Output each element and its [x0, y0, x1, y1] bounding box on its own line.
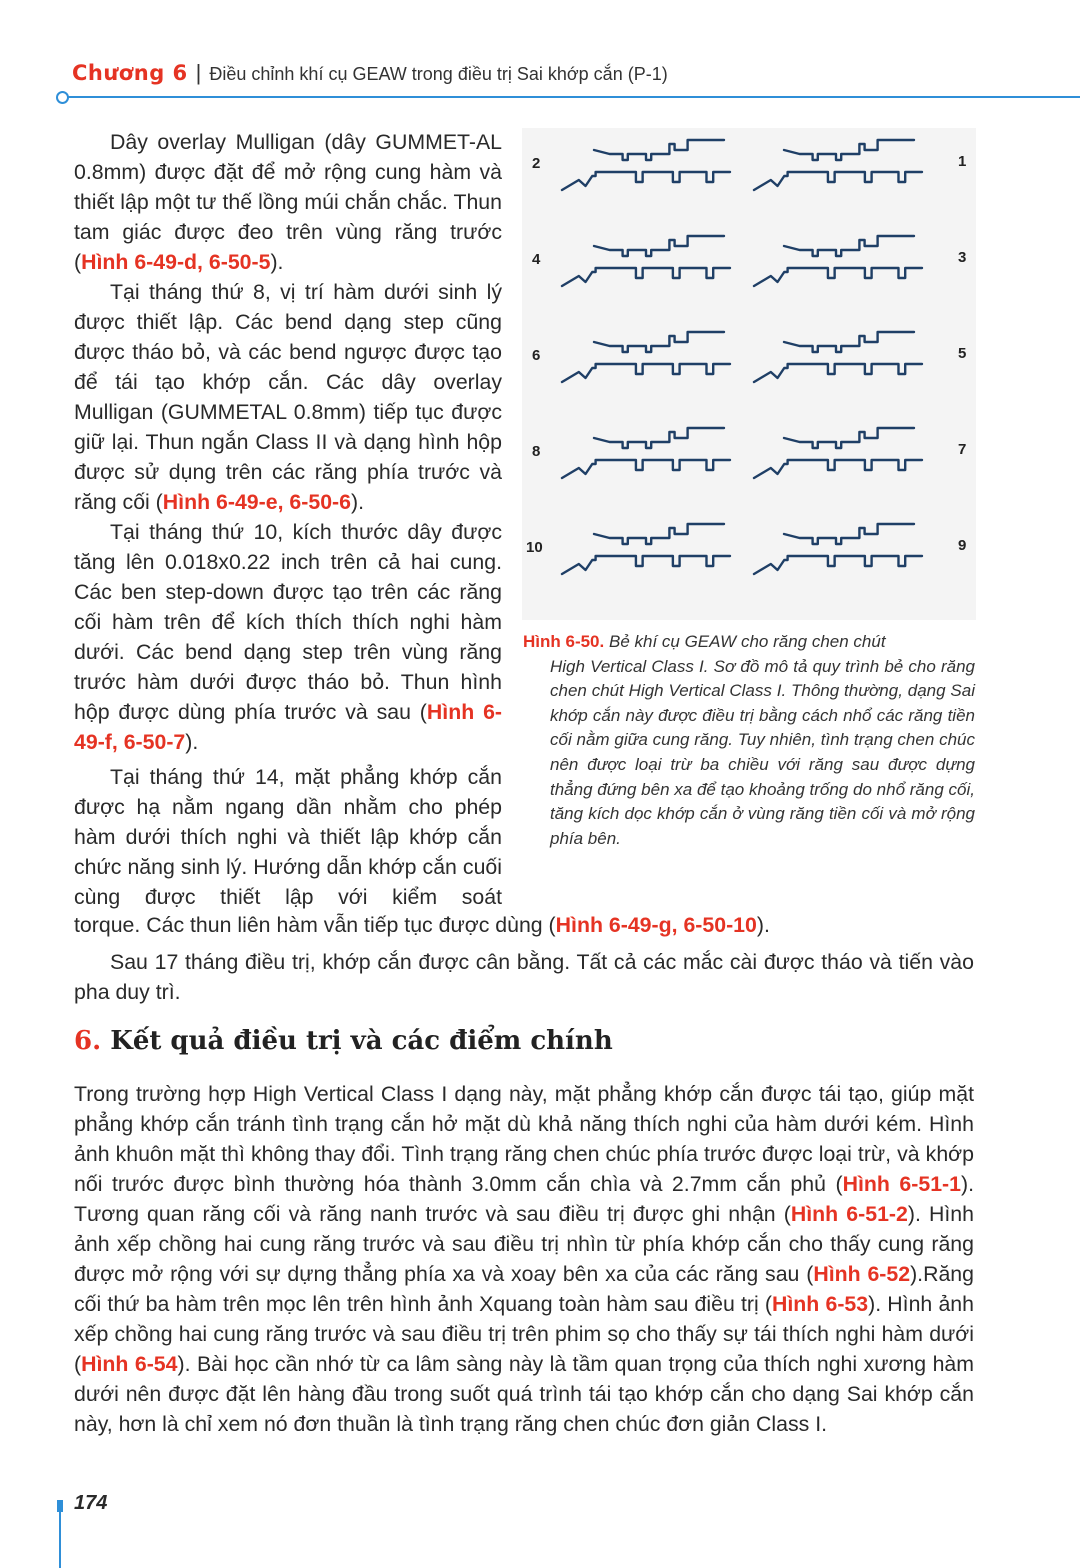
wire-upper-left	[594, 428, 724, 448]
section-title: Kết quả điều trị và các điểm chính	[110, 1026, 613, 1056]
wire-lower-left	[562, 556, 730, 574]
wire-lower-right	[754, 268, 922, 286]
wire-diagram	[522, 128, 976, 620]
wire-lower-left	[562, 364, 730, 382]
paragraph-5: Sau 17 tháng điều trị, khớp cắn được cân bằng. Tất cả các mắc cài được tháo và tiến vào pha duy trì.	[74, 950, 974, 1004]
figure-step-label: 4	[532, 251, 541, 268]
figure-step-label: 6	[532, 347, 541, 364]
figure-step-label: 7	[958, 441, 967, 458]
running-header	[72, 60, 668, 96]
paragraph-1: Dây overlay Mulligan (dây GUMMET-AL 0.8mm) được đặt để mở rộng cung hàm và thiết lập một tư thế lồng múi chắn chắc. Thun tam giác được đeo trên vùng răng trước (Hình 6-49-d, 6-50-5).	[74, 130, 502, 274]
wire-lower-right	[754, 460, 922, 478]
body-text: Trong trường hợp High Vertical Class I dạng này, mặt phẳng khớp cắn được tái tạo, giúp mặt phẳng khớp cắn tránh tình trạng cắn hở mặt dù khả năng thích nghi của hàm dưới kém. Hình ảnh khuôn mặt thì không thay đổi. Tình trạng răng chen chúc phía trước được loại trừ, và khớp nối trước được bình thường hóa thành 3.0mm cắn chìa và 2.7mm cắn phủ (	[74, 1082, 974, 1196]
figure-ref-link[interactable]: Hình 6-49-g, 6-50-10	[555, 913, 757, 937]
wire-lower-left	[562, 268, 730, 286]
figure-step-label: 1	[958, 153, 967, 170]
figure-ref-link[interactable]: Hình 6-51-1	[842, 1172, 961, 1196]
body-text: ). Tương quan răng cối và răng nanh trước và sau điều trị được ghi nhận (	[74, 1172, 974, 1226]
header-rule	[64, 96, 1080, 98]
figure-ref-link[interactable]: Hình 6-53	[771, 1292, 869, 1316]
figure-ref-link[interactable]: Hình 6-51-2	[790, 1202, 908, 1226]
wire-upper-left	[594, 140, 724, 160]
figure-step-label: 3	[958, 249, 967, 266]
footer-rule-mark	[57, 1500, 63, 1512]
wire-lower-right	[754, 364, 922, 382]
wire-upper-right	[784, 428, 914, 448]
wire-lower-right	[754, 556, 922, 574]
body-text: ).Răng cối thứ ba hàm trên mọc lên trên hình ảnh Xquang toàn hàm sau điều trị (	[74, 1262, 974, 1316]
section-number: 6.	[74, 1026, 102, 1056]
section-heading	[74, 1026, 613, 1056]
header-separator: |	[195, 60, 202, 85]
figure-ref-link[interactable]: Hình 6-52	[813, 1262, 911, 1286]
wire-upper-right	[784, 140, 914, 160]
caption-figure-ref: Hình 6-50.	[523, 632, 605, 651]
figure-ref-link[interactable]: Hình 6-49-d, 6-50-5	[81, 250, 271, 274]
section-body	[74, 1079, 974, 1439]
figure-step-label: 8	[532, 443, 541, 460]
header-rule-dot	[56, 91, 69, 104]
wire-upper-right	[784, 332, 914, 352]
body-text: ). Hình ảnh xếp chồng hai cung răng trước và sau điều trị trên phim sọ cho thấy sự tái thích nghi hàm dưới (	[74, 1292, 974, 1376]
figure-step-label: 2	[532, 155, 541, 172]
wire-lower-left	[562, 460, 730, 478]
wire-upper-left	[594, 524, 724, 544]
figure-step-label: 9	[958, 537, 967, 554]
wire-lower-right	[754, 172, 922, 190]
figure-ref-link[interactable]: Hình 6-49-f, 6-50-7	[74, 700, 503, 754]
figure-caption: Hình 6-50. Bẻ khí cụ GEAW cho răng chen chút High Vertical Class I. Sơ đồ mô tả quy trình bẻ cho răng chen chút High Vertical Class I. Thông thường, dạng Sai khớp cắn này được điều trị bằng cách nhổ các răng tiền cối nằm giữa cung răng. Tuy nhiên, tình trạng chen chúc nên được loại trừ ba chiều với răng sau được dựng thẳng đứng bên xa để tạo khoảng trống do nhổ răng cối, tăng kích dọc khớp cắn ở vùng răng tiền cối và mở rộng phía bên.	[523, 632, 975, 848]
wire-upper-right	[784, 524, 914, 544]
paragraph-4-continued: torque. Các thun liên hàm vẫn tiếp tục được dùng (Hình 6-49-g, 6-50-10).	[74, 913, 770, 937]
paragraph-2: Tại tháng thứ 8, vị trí hàm dưới sinh lý được thiết lập. Các bend dạng step cũng được tháo bỏ, và các bend ngược được tạo để tái tạo khớp cắn. Các dây overlay Mulligan (GUMMETAL 0.8mm) tiếp tục được giữ lại. Thun ngắn Class II và dạng hình hộp được sử dụng trên các răng phía trước và răng cối (Hình 6-49-e, 6-50-6).	[74, 280, 502, 514]
figure-ref-link[interactable]: Hình 6-54	[81, 1352, 178, 1376]
chapter-label: Chương 6	[72, 61, 188, 85]
wire-lower-left	[562, 172, 730, 190]
chapter-title: Điều chỉnh khí cụ GEAW trong điều trị Sai khớp cắn (P-1)	[209, 64, 668, 84]
figure-step-label: 5	[958, 345, 967, 362]
paragraph-4: Tại tháng thứ 14, mặt phẳng khớp cắn được hạ nằm ngang dần nhằm cho phép hàm dưới thích nghi và thiết lập khớp cắn chức năng sinh lý. Hướng dẫn khớp cắn cuối cùng được thiết lập với kiểm soát	[74, 765, 502, 909]
wire-upper-left	[594, 332, 724, 352]
page-number: 174	[74, 1492, 108, 1514]
paragraph-3: Tại tháng thứ 10, kích thước dây được tăng lên 0.018x0.22 inch trên cả hai cung. Các ben step-down được tạo trên các răng cối hàm trên để kích thích thích nghi hàm dưới. Các bend dạng step trên vùng răng trước hàm dưới được tháo bỏ. Thun hình hộp được dùng phía trước và sau (Hình 6-49-f, 6-50-7).	[74, 520, 503, 754]
figure-step-label: 10	[526, 539, 543, 556]
wire-bending-figure	[522, 128, 976, 620]
figure-ref-link[interactable]: Hình 6-49-e, 6-50-6	[162, 490, 351, 514]
body-text: ). Hình ảnh xếp chồng hai cung răng trước và sau điều trị nhìn từ phía khớp cắn cho thấy cung răng được mở rộng với sự dựng thẳng phía xa và xoay bên xa của các răng sau (	[74, 1202, 974, 1286]
wire-upper-left	[594, 236, 724, 256]
wire-upper-right	[784, 236, 914, 256]
body-text: ). Bài học cần nhớ từ ca lâm sàng này là tầm quan trọng của thích nghi xương hàm dưới nên được đặt lên hàng đầu trong suốt quá trình tái tạo khớp cắn cho dạng Sai khớp cắn này, hơn là chỉ xem nó đơn thuần là tình trạng răng chen chúc đơn giản Class I.	[74, 1352, 975, 1436]
